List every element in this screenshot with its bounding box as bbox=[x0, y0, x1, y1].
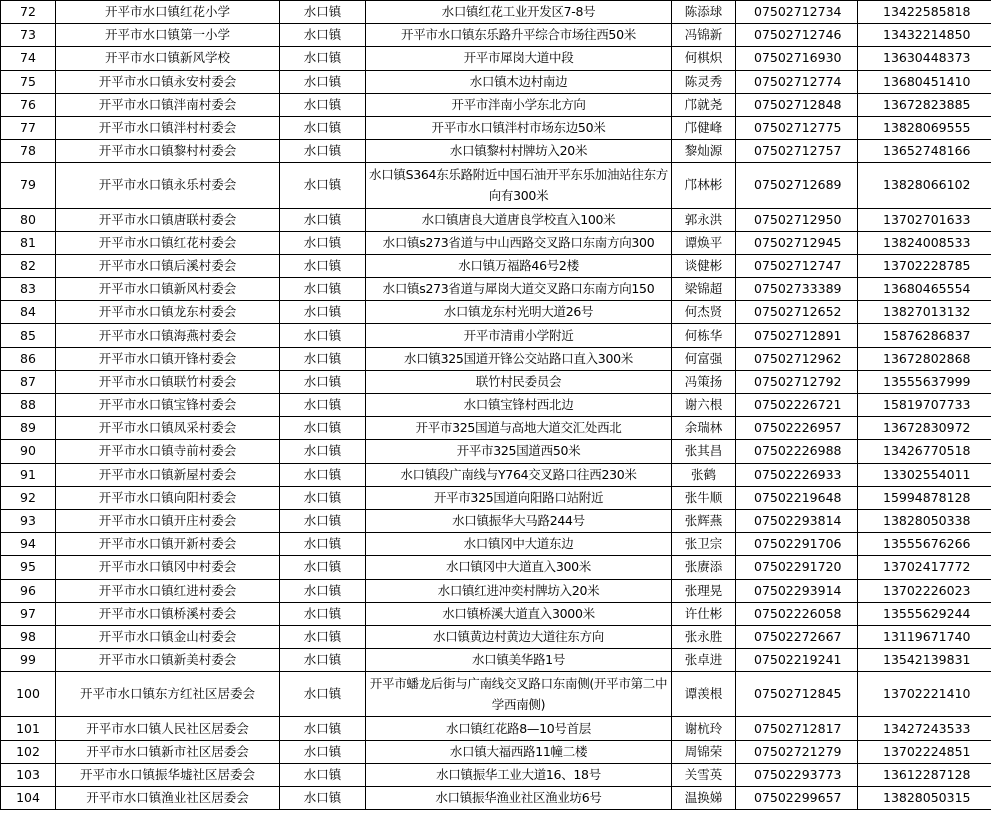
town-cell: 水口镇 bbox=[280, 140, 366, 163]
table-row bbox=[1, 717, 991, 740]
address-cell: 开平市325国道与高地大道交汇处西北 bbox=[366, 417, 672, 440]
phone-number-cell: 07502716930 bbox=[736, 47, 858, 70]
town-cell: 水口镇 bbox=[280, 740, 366, 763]
table-row bbox=[1, 672, 991, 717]
row-number-cell: 81 bbox=[1, 231, 56, 254]
mobile-number-cell: 13427243533 bbox=[858, 717, 991, 740]
address-cell: 开平市325国道向阳路口站附近 bbox=[366, 486, 672, 509]
phone-number-cell: 07502291706 bbox=[736, 533, 858, 556]
organization-name-cell: 开平市水口镇新风村委会 bbox=[56, 278, 280, 301]
phone-number-cell: 07502293914 bbox=[736, 579, 858, 602]
table-row bbox=[1, 509, 991, 532]
table-row bbox=[1, 394, 991, 417]
phone-number-cell: 07502226988 bbox=[736, 440, 858, 463]
table-row bbox=[1, 486, 991, 509]
town-cell: 水口镇 bbox=[280, 486, 366, 509]
phone-number-cell: 07502712950 bbox=[736, 208, 858, 231]
mobile-number-cell: 13555676266 bbox=[858, 533, 991, 556]
organization-name-cell: 开平市水口镇联竹村委会 bbox=[56, 370, 280, 393]
contact-person-cell: 邝健峰 bbox=[672, 116, 736, 139]
contact-person-cell: 谭羡根 bbox=[672, 672, 736, 717]
mobile-number-cell: 13702224851 bbox=[858, 740, 991, 763]
address-cell: 水口镇木边村南边 bbox=[366, 70, 672, 93]
town-cell: 水口镇 bbox=[280, 208, 366, 231]
mobile-number-cell: 13542139831 bbox=[858, 649, 991, 672]
address-cell: 水口镇红进冲奕村牌坊入20米 bbox=[366, 579, 672, 602]
contact-person-cell: 何栋华 bbox=[672, 324, 736, 347]
row-number-cell: 101 bbox=[1, 717, 56, 740]
contact-person-cell: 邝就尧 bbox=[672, 93, 736, 116]
table-row bbox=[1, 231, 991, 254]
phone-number-cell: 07502712652 bbox=[736, 301, 858, 324]
mobile-number-cell: 13702701633 bbox=[858, 208, 991, 231]
town-cell: 水口镇 bbox=[280, 417, 366, 440]
organization-name-cell: 开平市水口镇新市社区居委会 bbox=[56, 740, 280, 763]
town-cell: 水口镇 bbox=[280, 324, 366, 347]
address-cell: 水口镇325国道开锋公交站路口直入300米 bbox=[366, 347, 672, 370]
town-cell: 水口镇 bbox=[280, 254, 366, 277]
table-row bbox=[1, 163, 991, 208]
contact-person-cell: 冯策扬 bbox=[672, 370, 736, 393]
mobile-number-cell: 13828050315 bbox=[858, 787, 991, 810]
organization-name-cell: 开平市水口镇向阳村委会 bbox=[56, 486, 280, 509]
row-number-cell: 103 bbox=[1, 763, 56, 786]
row-number-cell: 80 bbox=[1, 208, 56, 231]
organization-name-cell: 开平市水口镇振华墟社区居委会 bbox=[56, 763, 280, 786]
table-row bbox=[1, 417, 991, 440]
mobile-number-cell: 13702228785 bbox=[858, 254, 991, 277]
organization-name-cell: 开平市水口镇冈中村委会 bbox=[56, 556, 280, 579]
contact-person-cell: 张牛顺 bbox=[672, 486, 736, 509]
address-cell: 水口镇段广南线与Y764交叉路口往西230米 bbox=[366, 463, 672, 486]
table-row bbox=[1, 140, 991, 163]
town-cell: 水口镇 bbox=[280, 625, 366, 648]
phone-number-cell: 07502712792 bbox=[736, 370, 858, 393]
town-cell: 水口镇 bbox=[280, 24, 366, 47]
organization-name-cell: 开平市水口镇新美村委会 bbox=[56, 649, 280, 672]
town-cell: 水口镇 bbox=[280, 301, 366, 324]
mobile-number-cell: 13652748166 bbox=[858, 140, 991, 163]
contact-person-cell: 谭焕平 bbox=[672, 231, 736, 254]
mobile-number-cell: 13672823885 bbox=[858, 93, 991, 116]
row-number-cell: 102 bbox=[1, 740, 56, 763]
address-cell: 开平市水口镇泮村市场东边50米 bbox=[366, 116, 672, 139]
organization-name-cell: 开平市水口镇桥溪村委会 bbox=[56, 602, 280, 625]
table-row bbox=[1, 763, 991, 786]
phone-number-cell: 07502291720 bbox=[736, 556, 858, 579]
table-row bbox=[1, 602, 991, 625]
contact-person-cell: 陈添球 bbox=[672, 1, 736, 24]
phone-number-cell: 07502712689 bbox=[736, 163, 858, 208]
address-cell: 水口镇s273省道与犀岗大道交叉路口东南方向150 bbox=[366, 278, 672, 301]
organization-name-cell: 开平市水口镇开庄村委会 bbox=[56, 509, 280, 532]
contact-person-cell: 邝林彬 bbox=[672, 163, 736, 208]
contact-person-cell: 张卫宗 bbox=[672, 533, 736, 556]
town-cell: 水口镇 bbox=[280, 509, 366, 532]
mobile-number-cell: 13302554011 bbox=[858, 463, 991, 486]
town-cell: 水口镇 bbox=[280, 47, 366, 70]
phone-number-cell: 07502226721 bbox=[736, 394, 858, 417]
organization-name-cell: 开平市水口镇龙东村委会 bbox=[56, 301, 280, 324]
mobile-number-cell: 13432214850 bbox=[858, 24, 991, 47]
address-cell: 水口镇S364东乐路附近中国石油开平东乐加油站往东方向有300米 bbox=[366, 163, 672, 208]
organization-name-cell: 开平市水口镇开锋村委会 bbox=[56, 347, 280, 370]
address-cell: 水口镇桥溪大道直入3000米 bbox=[366, 602, 672, 625]
town-cell: 水口镇 bbox=[280, 440, 366, 463]
phone-number-cell: 07502712848 bbox=[736, 93, 858, 116]
address-cell: 开平市325国道西50米 bbox=[366, 440, 672, 463]
address-cell: 开平市水口镇东乐路升平综合市场往西50米 bbox=[366, 24, 672, 47]
row-number-cell: 79 bbox=[1, 163, 56, 208]
address-cell: 水口镇万福路46号2楼 bbox=[366, 254, 672, 277]
contact-person-cell: 许仕彬 bbox=[672, 602, 736, 625]
row-number-cell: 87 bbox=[1, 370, 56, 393]
mobile-number-cell: 13702417772 bbox=[858, 556, 991, 579]
table-row bbox=[1, 208, 991, 231]
address-cell: 开平市清甫小学附近 bbox=[366, 324, 672, 347]
table-row bbox=[1, 370, 991, 393]
organization-name-cell: 开平市水口镇永乐村委会 bbox=[56, 163, 280, 208]
row-number-cell: 93 bbox=[1, 509, 56, 532]
organization-name-cell: 开平市水口镇泮村村委会 bbox=[56, 116, 280, 139]
organization-name-cell: 开平市水口镇泮南村委会 bbox=[56, 93, 280, 116]
organization-name-cell: 开平市水口镇海燕村委会 bbox=[56, 324, 280, 347]
table-row bbox=[1, 47, 991, 70]
row-number-cell: 76 bbox=[1, 93, 56, 116]
address-cell: 水口镇振华工业大道16、18号 bbox=[366, 763, 672, 786]
address-cell: 水口镇美华路1号 bbox=[366, 649, 672, 672]
phone-number-cell: 07502219241 bbox=[736, 649, 858, 672]
contact-person-cell: 余瑞林 bbox=[672, 417, 736, 440]
contact-person-cell: 张赓添 bbox=[672, 556, 736, 579]
row-number-cell: 89 bbox=[1, 417, 56, 440]
town-cell: 水口镇 bbox=[280, 163, 366, 208]
row-number-cell: 78 bbox=[1, 140, 56, 163]
row-number-cell: 85 bbox=[1, 324, 56, 347]
table-row bbox=[1, 740, 991, 763]
contact-person-cell: 张辉燕 bbox=[672, 509, 736, 532]
phone-number-cell: 07502712962 bbox=[736, 347, 858, 370]
phone-number-cell: 07502712734 bbox=[736, 1, 858, 24]
address-cell: 水口镇大福西路11幢二楼 bbox=[366, 740, 672, 763]
town-cell: 水口镇 bbox=[280, 602, 366, 625]
row-number-cell: 92 bbox=[1, 486, 56, 509]
phone-number-cell: 07502226058 bbox=[736, 602, 858, 625]
address-cell: 水口镇冈中大道东边 bbox=[366, 533, 672, 556]
address-cell: 水口镇黄边村黄边大道往东方向 bbox=[366, 625, 672, 648]
phone-number-cell: 07502293814 bbox=[736, 509, 858, 532]
mobile-number-cell: 15876286837 bbox=[858, 324, 991, 347]
row-number-cell: 95 bbox=[1, 556, 56, 579]
organization-name-cell: 开平市水口镇红花村委会 bbox=[56, 231, 280, 254]
table-row bbox=[1, 254, 991, 277]
table-row bbox=[1, 93, 991, 116]
mobile-number-cell: 13827013132 bbox=[858, 301, 991, 324]
table-row bbox=[1, 301, 991, 324]
contact-person-cell: 张鹤 bbox=[672, 463, 736, 486]
mobile-number-cell: 13672830972 bbox=[858, 417, 991, 440]
phone-number-cell: 07502733389 bbox=[736, 278, 858, 301]
row-number-cell: 74 bbox=[1, 47, 56, 70]
phone-number-cell: 07502712891 bbox=[736, 324, 858, 347]
table-row bbox=[1, 70, 991, 93]
row-number-cell: 91 bbox=[1, 463, 56, 486]
table-row bbox=[1, 278, 991, 301]
contact-person-cell: 张理晃 bbox=[672, 579, 736, 602]
address-cell: 水口镇龙东村光明大道26号 bbox=[366, 301, 672, 324]
phone-number-cell: 07502272667 bbox=[736, 625, 858, 648]
mobile-number-cell: 13824008533 bbox=[858, 231, 991, 254]
table-row bbox=[1, 463, 991, 486]
organization-name-cell: 开平市水口镇宝锋村委会 bbox=[56, 394, 280, 417]
table-row bbox=[1, 625, 991, 648]
row-number-cell: 97 bbox=[1, 602, 56, 625]
contact-person-cell: 张永胜 bbox=[672, 625, 736, 648]
contact-person-cell: 梁锦超 bbox=[672, 278, 736, 301]
town-cell: 水口镇 bbox=[280, 70, 366, 93]
organization-name-cell: 开平市水口镇金山村委会 bbox=[56, 625, 280, 648]
contact-person-cell: 张卓进 bbox=[672, 649, 736, 672]
contact-person-cell: 谢六根 bbox=[672, 394, 736, 417]
contact-person-cell: 何棋炽 bbox=[672, 47, 736, 70]
row-number-cell: 75 bbox=[1, 70, 56, 93]
town-cell: 水口镇 bbox=[280, 231, 366, 254]
table-row bbox=[1, 533, 991, 556]
organization-name-cell: 开平市水口镇寺前村委会 bbox=[56, 440, 280, 463]
row-number-cell: 99 bbox=[1, 649, 56, 672]
town-cell: 水口镇 bbox=[280, 672, 366, 717]
town-cell: 水口镇 bbox=[280, 93, 366, 116]
phone-number-cell: 07502712817 bbox=[736, 717, 858, 740]
table-row bbox=[1, 649, 991, 672]
town-cell: 水口镇 bbox=[280, 579, 366, 602]
address-cell: 水口镇振华大马路244号 bbox=[366, 509, 672, 532]
contact-person-cell: 何富强 bbox=[672, 347, 736, 370]
row-number-cell: 88 bbox=[1, 394, 56, 417]
organization-name-cell: 开平市水口镇人民社区居委会 bbox=[56, 717, 280, 740]
row-number-cell: 98 bbox=[1, 625, 56, 648]
contact-person-cell: 黎灿源 bbox=[672, 140, 736, 163]
row-number-cell: 94 bbox=[1, 533, 56, 556]
address-cell: 水口镇冈中大道直入300米 bbox=[366, 556, 672, 579]
row-number-cell: 83 bbox=[1, 278, 56, 301]
row-number-cell: 82 bbox=[1, 254, 56, 277]
phone-number-cell: 07502712945 bbox=[736, 231, 858, 254]
town-cell: 水口镇 bbox=[280, 787, 366, 810]
town-cell: 水口镇 bbox=[280, 649, 366, 672]
row-number-cell: 86 bbox=[1, 347, 56, 370]
table-row bbox=[1, 556, 991, 579]
phone-number-cell: 07502712747 bbox=[736, 254, 858, 277]
town-cell: 水口镇 bbox=[280, 370, 366, 393]
organization-name-cell: 开平市水口镇凤采村委会 bbox=[56, 417, 280, 440]
mobile-number-cell: 13612287128 bbox=[858, 763, 991, 786]
phone-number-cell: 07502712757 bbox=[736, 140, 858, 163]
mobile-number-cell: 13680451410 bbox=[858, 70, 991, 93]
address-cell: 开平市蟠龙后街与广南线交叉路口东南侧(开平市第二中学西南侧) bbox=[366, 672, 672, 717]
phone-number-cell: 07502293773 bbox=[736, 763, 858, 786]
row-number-cell: 77 bbox=[1, 116, 56, 139]
town-cell: 水口镇 bbox=[280, 394, 366, 417]
mobile-number-cell: 13702226023 bbox=[858, 579, 991, 602]
contact-person-cell: 冯锦新 bbox=[672, 24, 736, 47]
row-number-cell: 96 bbox=[1, 579, 56, 602]
row-number-cell: 73 bbox=[1, 24, 56, 47]
contact-person-cell: 谈健彬 bbox=[672, 254, 736, 277]
mobile-number-cell: 13555629244 bbox=[858, 602, 991, 625]
row-number-cell: 84 bbox=[1, 301, 56, 324]
address-cell: 水口镇黎村村牌坊入20米 bbox=[366, 140, 672, 163]
mobile-number-cell: 13422585818 bbox=[858, 1, 991, 24]
mobile-number-cell: 13828050338 bbox=[858, 509, 991, 532]
address-cell: 开平市泮南小学东北方向 bbox=[366, 93, 672, 116]
contact-person-cell: 何杰贤 bbox=[672, 301, 736, 324]
row-number-cell: 90 bbox=[1, 440, 56, 463]
mobile-number-cell: 13426770518 bbox=[858, 440, 991, 463]
address-cell: 水口镇宝锋村西北边 bbox=[366, 394, 672, 417]
organization-name-cell: 开平市水口镇新屋村委会 bbox=[56, 463, 280, 486]
town-cell: 水口镇 bbox=[280, 116, 366, 139]
town-cell: 水口镇 bbox=[280, 763, 366, 786]
town-cell: 水口镇 bbox=[280, 556, 366, 579]
mobile-number-cell: 13555637999 bbox=[858, 370, 991, 393]
town-cell: 水口镇 bbox=[280, 463, 366, 486]
mobile-number-cell: 13828066102 bbox=[858, 163, 991, 208]
mobile-number-cell: 15994878128 bbox=[858, 486, 991, 509]
organization-name-cell: 开平市水口镇后溪村委会 bbox=[56, 254, 280, 277]
mobile-number-cell: 13119671740 bbox=[858, 625, 991, 648]
town-cell: 水口镇 bbox=[280, 1, 366, 24]
contact-person-cell: 周锦荣 bbox=[672, 740, 736, 763]
town-cell: 水口镇 bbox=[280, 533, 366, 556]
mobile-number-cell: 13630448373 bbox=[858, 47, 991, 70]
mobile-number-cell: 13702221410 bbox=[858, 672, 991, 717]
mobile-number-cell: 13672802868 bbox=[858, 347, 991, 370]
table-row bbox=[1, 24, 991, 47]
organization-name-cell: 开平市水口镇开新村委会 bbox=[56, 533, 280, 556]
phone-number-cell: 07502219648 bbox=[736, 486, 858, 509]
organization-name-cell: 开平市水口镇红进村委会 bbox=[56, 579, 280, 602]
row-number-cell: 104 bbox=[1, 787, 56, 810]
organization-name-cell: 开平市水口镇东方红社区居委会 bbox=[56, 672, 280, 717]
address-cell: 水口镇唐良大道唐良学校直入100米 bbox=[366, 208, 672, 231]
contact-person-cell: 郭永洪 bbox=[672, 208, 736, 231]
contact-person-cell: 张其昌 bbox=[672, 440, 736, 463]
organization-name-cell: 开平市水口镇渔业社区居委会 bbox=[56, 787, 280, 810]
table-row bbox=[1, 324, 991, 347]
town-cell: 水口镇 bbox=[280, 278, 366, 301]
address-cell: 开平市犀岗大道中段 bbox=[366, 47, 672, 70]
table-row bbox=[1, 579, 991, 602]
organization-name-cell: 开平市水口镇黎村村委会 bbox=[56, 140, 280, 163]
contact-person-cell: 谢杭玲 bbox=[672, 717, 736, 740]
organization-name-cell: 开平市水口镇红花小学 bbox=[56, 1, 280, 24]
address-cell: 水口镇振华渔业社区渔业坊6号 bbox=[366, 787, 672, 810]
row-number-cell: 100 bbox=[1, 672, 56, 717]
phone-number-cell: 07502712774 bbox=[736, 70, 858, 93]
row-number-cell: 72 bbox=[1, 1, 56, 24]
organization-name-cell: 开平市水口镇永安村委会 bbox=[56, 70, 280, 93]
mobile-number-cell: 15819707733 bbox=[858, 394, 991, 417]
phone-number-cell: 07502712775 bbox=[736, 116, 858, 139]
phone-number-cell: 07502712746 bbox=[736, 24, 858, 47]
table-row bbox=[1, 116, 991, 139]
organization-name-cell: 开平市水口镇唐联村委会 bbox=[56, 208, 280, 231]
address-cell: 水口镇s273省道与中山西路交叉路口东南方向300 bbox=[366, 231, 672, 254]
organization-name-cell: 开平市水口镇第一小学 bbox=[56, 24, 280, 47]
contact-person-cell: 关雪英 bbox=[672, 763, 736, 786]
town-cell: 水口镇 bbox=[280, 347, 366, 370]
address-cell: 水口镇红花路8—10号首层 bbox=[366, 717, 672, 740]
address-cell: 水口镇红花工业开发区7-8号 bbox=[366, 1, 672, 24]
contact-person-cell: 陈灵秀 bbox=[672, 70, 736, 93]
phone-number-cell: 07502226957 bbox=[736, 417, 858, 440]
table-row bbox=[1, 1, 991, 24]
table-body bbox=[1, 1, 991, 810]
table-row bbox=[1, 440, 991, 463]
table-row bbox=[1, 787, 991, 810]
phone-number-cell: 07502721279 bbox=[736, 740, 858, 763]
contact-person-cell: 温换娣 bbox=[672, 787, 736, 810]
table-row bbox=[1, 347, 991, 370]
phone-number-cell: 07502712845 bbox=[736, 672, 858, 717]
mobile-number-cell: 13680465554 bbox=[858, 278, 991, 301]
organization-name-cell: 开平市水口镇新风学校 bbox=[56, 47, 280, 70]
phone-number-cell: 07502226933 bbox=[736, 463, 858, 486]
phone-number-cell: 07502299657 bbox=[736, 787, 858, 810]
mobile-number-cell: 13828069555 bbox=[858, 116, 991, 139]
town-cell: 水口镇 bbox=[280, 717, 366, 740]
address-cell: 联竹村民委员会 bbox=[366, 370, 672, 393]
